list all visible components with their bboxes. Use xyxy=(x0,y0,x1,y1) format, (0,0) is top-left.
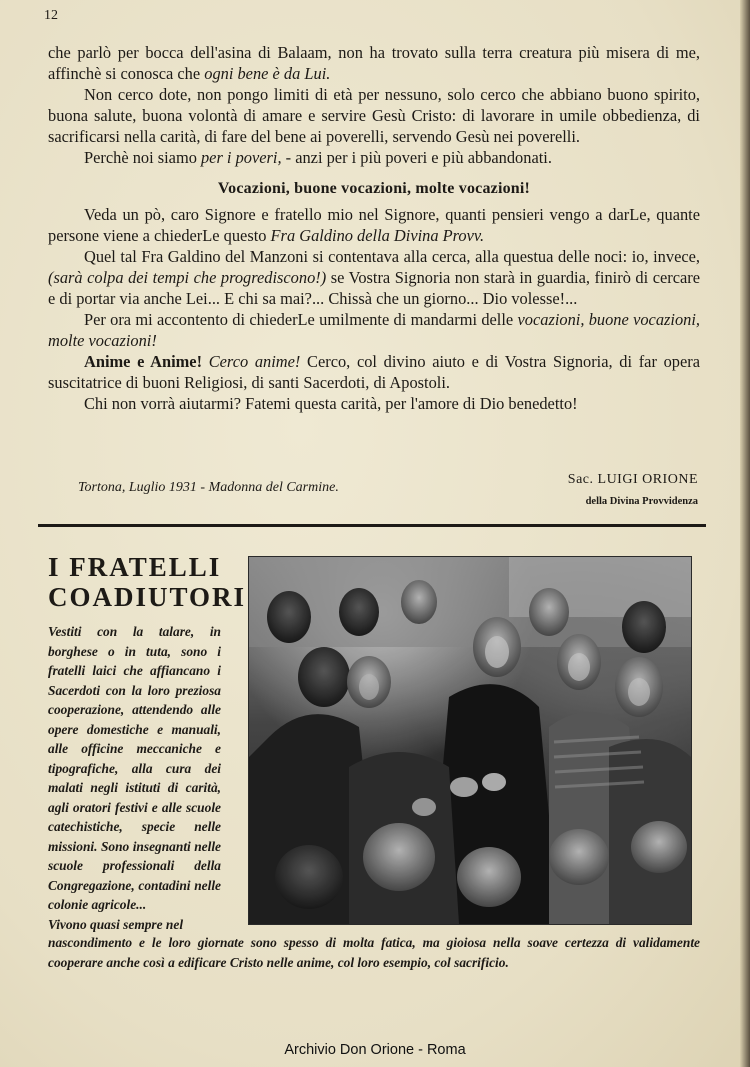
section-side-text xyxy=(48,622,221,934)
paragraph-7 xyxy=(48,351,700,393)
paragraph-7-italic: Cerco anime! xyxy=(202,352,301,371)
paragraph-1-text: che parlò per bocca dell'asina di Balaam, non ha trovato sulla terra creatura più misera di me, affinchè si conosca che xyxy=(48,43,700,83)
paragraph-7-text: Cerco, col divino aiuto e di Vostra Signoria, di far opera suscitatrice di buoni Religiosi, di santi Sacerdoti, di Apostoli. xyxy=(48,352,700,392)
paragraph-7-bold: Anime e Anime! xyxy=(84,352,203,371)
signature-place-date: Tortona, Luglio 1931 - Madonna del Carmine. xyxy=(78,480,339,495)
section-title-line-2: COADIUTORI xyxy=(48,582,247,612)
paragraph-4-italic: Fra Galdino della Divina Provv. xyxy=(270,226,485,245)
section-bottom-text: nascondimento e le loro giornate sono spesso di molta fatica, ma gioiosa nella soave certezza di validamente cooperare anche così a edificare Cristo nelle anime, col loro esempio, col sacrificio. xyxy=(48,935,700,970)
group-photo-illustration xyxy=(249,557,691,924)
paragraph-4 xyxy=(48,204,700,246)
page-number: 12 xyxy=(44,8,58,23)
section-divider xyxy=(38,524,706,527)
paragraph-5-text-a: Quel tal Fra Galdino del Manzoni si contentava alla cerca, alla questua delle noci: io, invece, xyxy=(84,247,700,266)
section-title-line-1: I FRATELLI xyxy=(48,552,222,582)
side-text-body: Vestiti con la talare, in borghese o in tuta, sono i fratelli laici che affiancano i Sacerdoti con la loro preziosa cooperazione, attendendo alle opere domestiche e manuali, alle officine meccaniche e tipografiche, alla cura dei malati negli istituti di carità, agli oratori festivi e alle scuole catechistiche, specie nelle missioni. Sono insegnanti nelle scuole professionali della Congregazione, contadini nelle colonie agricole... xyxy=(48,624,221,912)
paragraph-1 xyxy=(48,42,700,84)
archive-footer: Archivio Don Orione - Roma xyxy=(284,1042,466,1058)
signature-block xyxy=(48,472,700,512)
paragraph-3-text-a: Perchè noi siamo xyxy=(84,148,201,167)
vocations-heading: Vocazioni, buone vocazioni, molte vocazioni! xyxy=(217,180,531,197)
paragraph-6-italic: vocazioni, buone vocazioni, molte vocazioni! xyxy=(48,310,700,350)
group-photo xyxy=(248,556,692,925)
paragraph-5-text-b: se Vostra Signoria non starà in guardia, finirò di cercare e di portar via anche Lei... E chi sa mai?... Chissà che un giorno... Dio volesse!... xyxy=(48,268,700,308)
section-title xyxy=(48,552,247,612)
paragraph-8: Chi non vorrà aiutarmi? Fatemi questa carità, per l'amore di Dio benedetto! xyxy=(84,394,578,413)
side-text-last-line: Vivono quasi sempre nel xyxy=(48,916,184,932)
paragraph-3-italic: per i poveri, xyxy=(200,148,282,167)
paragraph-3 xyxy=(48,147,700,168)
signature-organization: della Divina Provvidenza xyxy=(585,496,698,507)
paragraph-4-text: Veda un pò, caro Signore e fratello mio nel Signore, quanti pensieri vengo a darLe, quante persone viene a chiederLe questo xyxy=(48,205,700,245)
paragraph-2: Non cerco dote, non pongo limiti di età per nessuno, solo cerco che abbiano buono spirito, buona salute, buona volontà di amare e servire Gesù Cristo: di lavorare in umile obbedienza, di sacrificarsi nella carità, di fare del bene ai poverelli, servendo Gesù nei poverelli. xyxy=(48,85,700,146)
signature-name: Sac. LUIGI ORIONE xyxy=(567,472,698,487)
paragraph-6-text: Per ora mi accontento di chiederLe umilmente di mandarmi delle xyxy=(84,310,518,329)
paragraph-5-italic: (sarà colpa dei tempi che progrediscono!) xyxy=(48,268,327,287)
page-edge-shadow xyxy=(740,0,750,1067)
paragraph-5 xyxy=(48,246,700,309)
paragraph-1-italic: ogni bene è da Lui. xyxy=(204,64,331,83)
paragraph-6 xyxy=(48,309,700,351)
paragraph-3-text-b: - anzi per i più poveri e più abbandonati. xyxy=(281,148,552,167)
letter-body xyxy=(48,42,700,414)
